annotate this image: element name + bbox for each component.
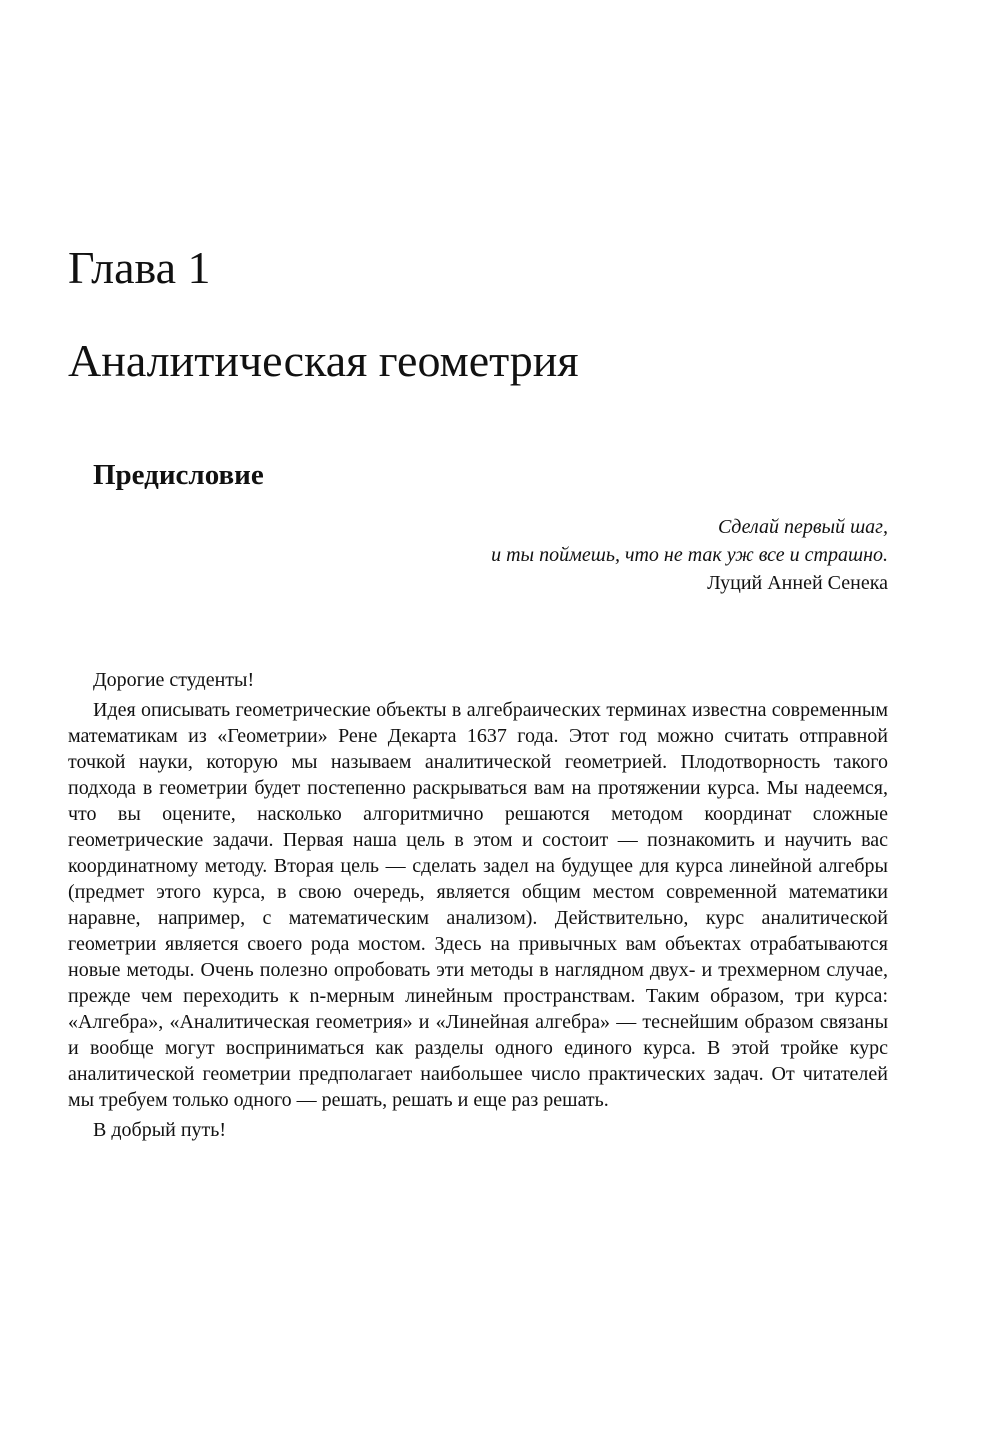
section-title: Предисловие <box>93 459 264 491</box>
epigraph-line-1: Сделай первый шаг, <box>717 516 888 538</box>
epigraph <box>491 513 888 597</box>
chapter-title: Аналитическая геометрия <box>68 335 579 386</box>
epigraph-author: Луций Анней Сенека <box>707 572 888 594</box>
preface-body <box>68 667 888 1143</box>
chapter-label: Глава 1 <box>68 242 211 293</box>
epigraph-line-2: и ты поймешь, что не так уж все и страшно. <box>491 544 888 566</box>
farewell: В добрый путь! <box>93 1119 227 1141</box>
main-paragraph: Идея описывать геометрические объекты в алгебраических терминах известна современным математикам из «Геометрии» Рене Декарта 1637 года. Этот год можно считать отправной точкой науки, которую мы называем аналитической геометрией. Плодотворность такого подхода в геометрии будет постепенно раскрываться вам на протяжении курса. Мы надеемся, что вы оцените, насколько алгоритмично решаются методом координат сложные геометрические задачи. Первая наша цель в этом и состоит — познакомить и научить вас координатному методу. Вторая цель — сделать задел на будущее для курса линейной алгебры (предмет этого курса, в свою очередь, является общим местом современной математики наравне, например, с математическим анализом). Действительно, курс аналитической геометрии является своего рода мостом. Здесь на привычных вам объектах отрабатываются новые методы. Очень полезно опробовать эти методы в наглядном двух- и трехмерном случае, прежде чем переходить к n-мерным линейным пространствам. Таким образом, три курса: «Алгебра», «Аналитическая геометрия» и «Линейная алгебра» — теснейшим образом связаны и вообще могут восприниматься как разделы одного единого курса. В этой тройке курс аналитической геометрии предполагает наибольшее число практических задач. От читателей мы требуем только одного — решать, решать и еще раз решать. <box>68 699 888 1111</box>
greeting: Дорогие студенты! <box>93 669 255 691</box>
